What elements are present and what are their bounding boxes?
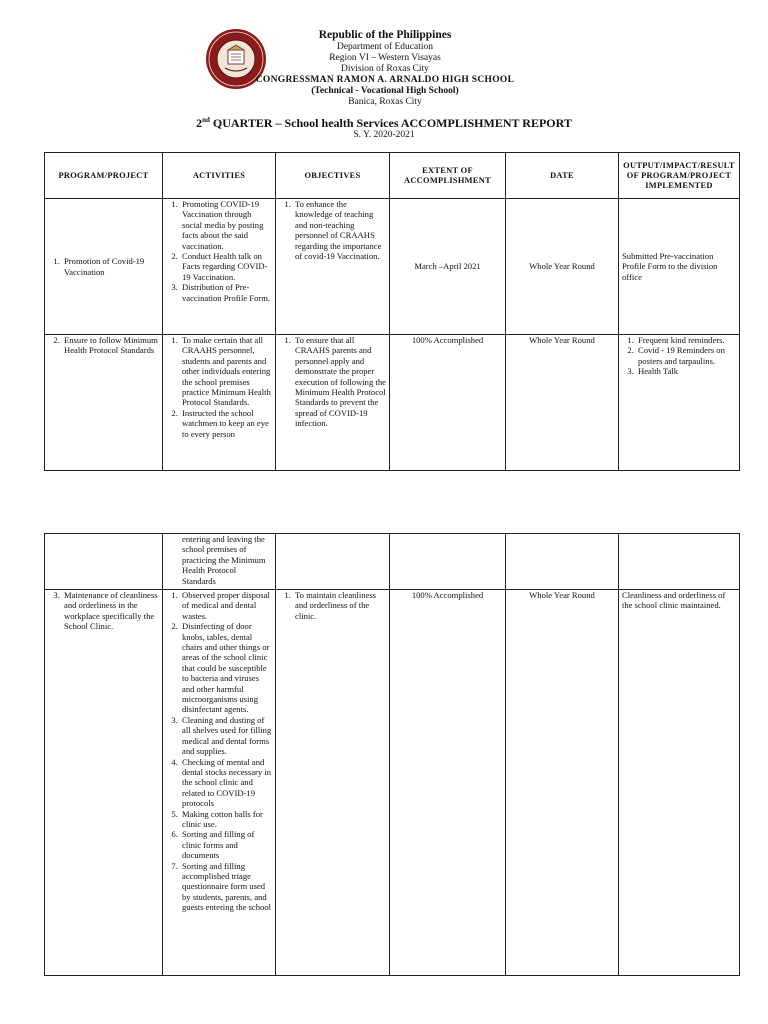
cell-output: Submitted Pre-vaccination Profile Form to the division office: [619, 199, 740, 335]
program-item: 1. Promotion of Covid-19 Vaccination: [62, 256, 159, 277]
division-line: Division of Roxas City: [341, 64, 429, 74]
cell-extent: 100% Accomplished: [390, 590, 506, 976]
cell-activities: [163, 335, 276, 471]
cell-program: [45, 199, 163, 335]
activity-item: 6. Sorting and filling of clinic forms and documents: [180, 829, 272, 860]
activity-item: 2. Conduct Health talk on Facts regarding COVID-19 Vaccination.: [180, 251, 272, 282]
cell-date: [506, 534, 619, 590]
header-output: OUTPUT/IMPACT/RESULT OF PROGRAM/PROJECT IMPLEMENTED: [619, 153, 740, 199]
activity-item: 3. Cleaning and dusting of all shelves used for filling medical and dental forms and supplies.: [180, 715, 272, 757]
activity-item: 2. Instructed the school watchmen to keep an eye to every person: [180, 408, 272, 439]
school-year: S. Y. 2020-2021: [353, 130, 415, 140]
output-item: 3. Health Talk: [636, 366, 736, 376]
cell-extent: [390, 534, 506, 590]
activity-item: 1. Promoting COVID-19 Vaccination through social media by posting facts about the said vaccination.: [180, 199, 272, 251]
objective-item: 1. To enhance the knowledge of teaching and non-teaching personnel of CRAAHS regarding the importance of covid-19 Vaccination.: [293, 199, 386, 261]
output-item: 1. Frequent kind reminders.: [636, 335, 736, 345]
objective-item: 1. To ensure that all CRAAHS parents and personnel apply and demonstrate the proper execution of following the Minimum Health Protocol Standards to prevent the spread of COVID-19 infection.: [293, 335, 386, 429]
program-item: 3. Maintenance of cleanliness and orderliness in the workplace specifically the School Clinic.: [62, 590, 159, 632]
cell-output: [619, 335, 740, 471]
cell-activities-continued: [163, 534, 276, 590]
activity-item: 1. To make certain that all CRAAHS personnel, students and parents and other individuals entering the school premises practice Minimum Health Protocol Standards.: [180, 335, 272, 408]
cell-date: Whole Year Round: [506, 199, 619, 335]
table-row: [45, 590, 740, 976]
cell-extent: March –April 2021: [390, 199, 506, 335]
activity-item: 7. Sorting and filling accomplished triage questionnaire form used by students, parents, and guests entering the school: [180, 861, 272, 913]
activity-item: 1. Observed proper disposal of medical and dental wastes.: [180, 590, 272, 621]
cell-objectives: [276, 335, 390, 471]
region-line: Region VI – Western Visayas: [329, 53, 441, 63]
department-line: Department of Education: [336, 42, 434, 52]
activity-item: 2. Disinfecting of door knobs, tables, dental chairs and other things or areas of the school clinic that could be susceptible to bacteria and viruses and other harmful microorganisms using disinfectant agents.: [180, 621, 272, 715]
cell-objectives: [276, 534, 390, 590]
header-program: PROGRAM/PROJECT: [45, 153, 163, 199]
table-header-row: [45, 153, 740, 199]
accomplishment-table-page2: [44, 533, 740, 976]
school-type: (Technical - Vocational High School): [311, 86, 459, 96]
cell-activities: [163, 199, 276, 335]
school-address: Banica, Roxas City: [348, 97, 422, 107]
letterhead: [180, 29, 590, 108]
header-date: DATE: [506, 153, 619, 199]
cell-program: [45, 590, 163, 976]
header-activities: ACTIVITIES: [163, 153, 276, 199]
cell-objectives: [276, 199, 390, 335]
activity-continued-text: entering and leaving the school premises of practicing the Minimum Health Protocol Standards: [182, 534, 266, 586]
activity-item: 4. Checking of mental and dental stocks necessary in the school clinic and related to COVID-19 protocols: [180, 757, 272, 809]
activity-item: 3. Distribution of Pre-vaccination Profile Form.: [180, 282, 272, 303]
header-objectives: OBJECTIVES: [276, 153, 390, 199]
report-title-text: QUARTER – School health Services ACCOMPLISHMENT REPORT: [209, 116, 572, 130]
cell-output: Cleanliness and orderliness of the school clinic maintained.: [619, 590, 740, 976]
accomplishment-table-page1: [44, 152, 740, 471]
cell-program: [45, 335, 163, 471]
table-row: [45, 534, 740, 590]
republic-line: Republic of the Philippines: [318, 29, 452, 41]
cell-activities: [163, 590, 276, 976]
objective-item: 1. To maintain cleanliness and orderliness of the clinic.: [293, 590, 386, 621]
cell-date: Whole Year Round: [506, 590, 619, 976]
report-title: [0, 116, 768, 131]
quarter-suffix: nd: [202, 116, 210, 124]
output-item: 2. Covid - 19 Reminders on posters and tarpaulins.: [636, 345, 736, 366]
cell-extent: 100% Accomplished: [390, 335, 506, 471]
cell-objectives: [276, 590, 390, 976]
cell-date: Whole Year Round: [506, 335, 619, 471]
quarter-number: 2: [196, 116, 203, 130]
school-name: CONGRESSMAN RAMON A. ARNALDO HIGH SCHOOL: [255, 75, 515, 85]
cell-program: [45, 534, 163, 590]
program-item: 2. Ensure to follow Minimum Health Protocol Standards: [62, 335, 159, 356]
table-row: [45, 335, 740, 471]
cell-output: [619, 534, 740, 590]
header-extent: EXTENT OF ACCOMPLISHMENT: [390, 153, 506, 199]
activity-item: 5. Making cotton balls for clinic use.: [180, 809, 272, 830]
table-row: [45, 199, 740, 335]
